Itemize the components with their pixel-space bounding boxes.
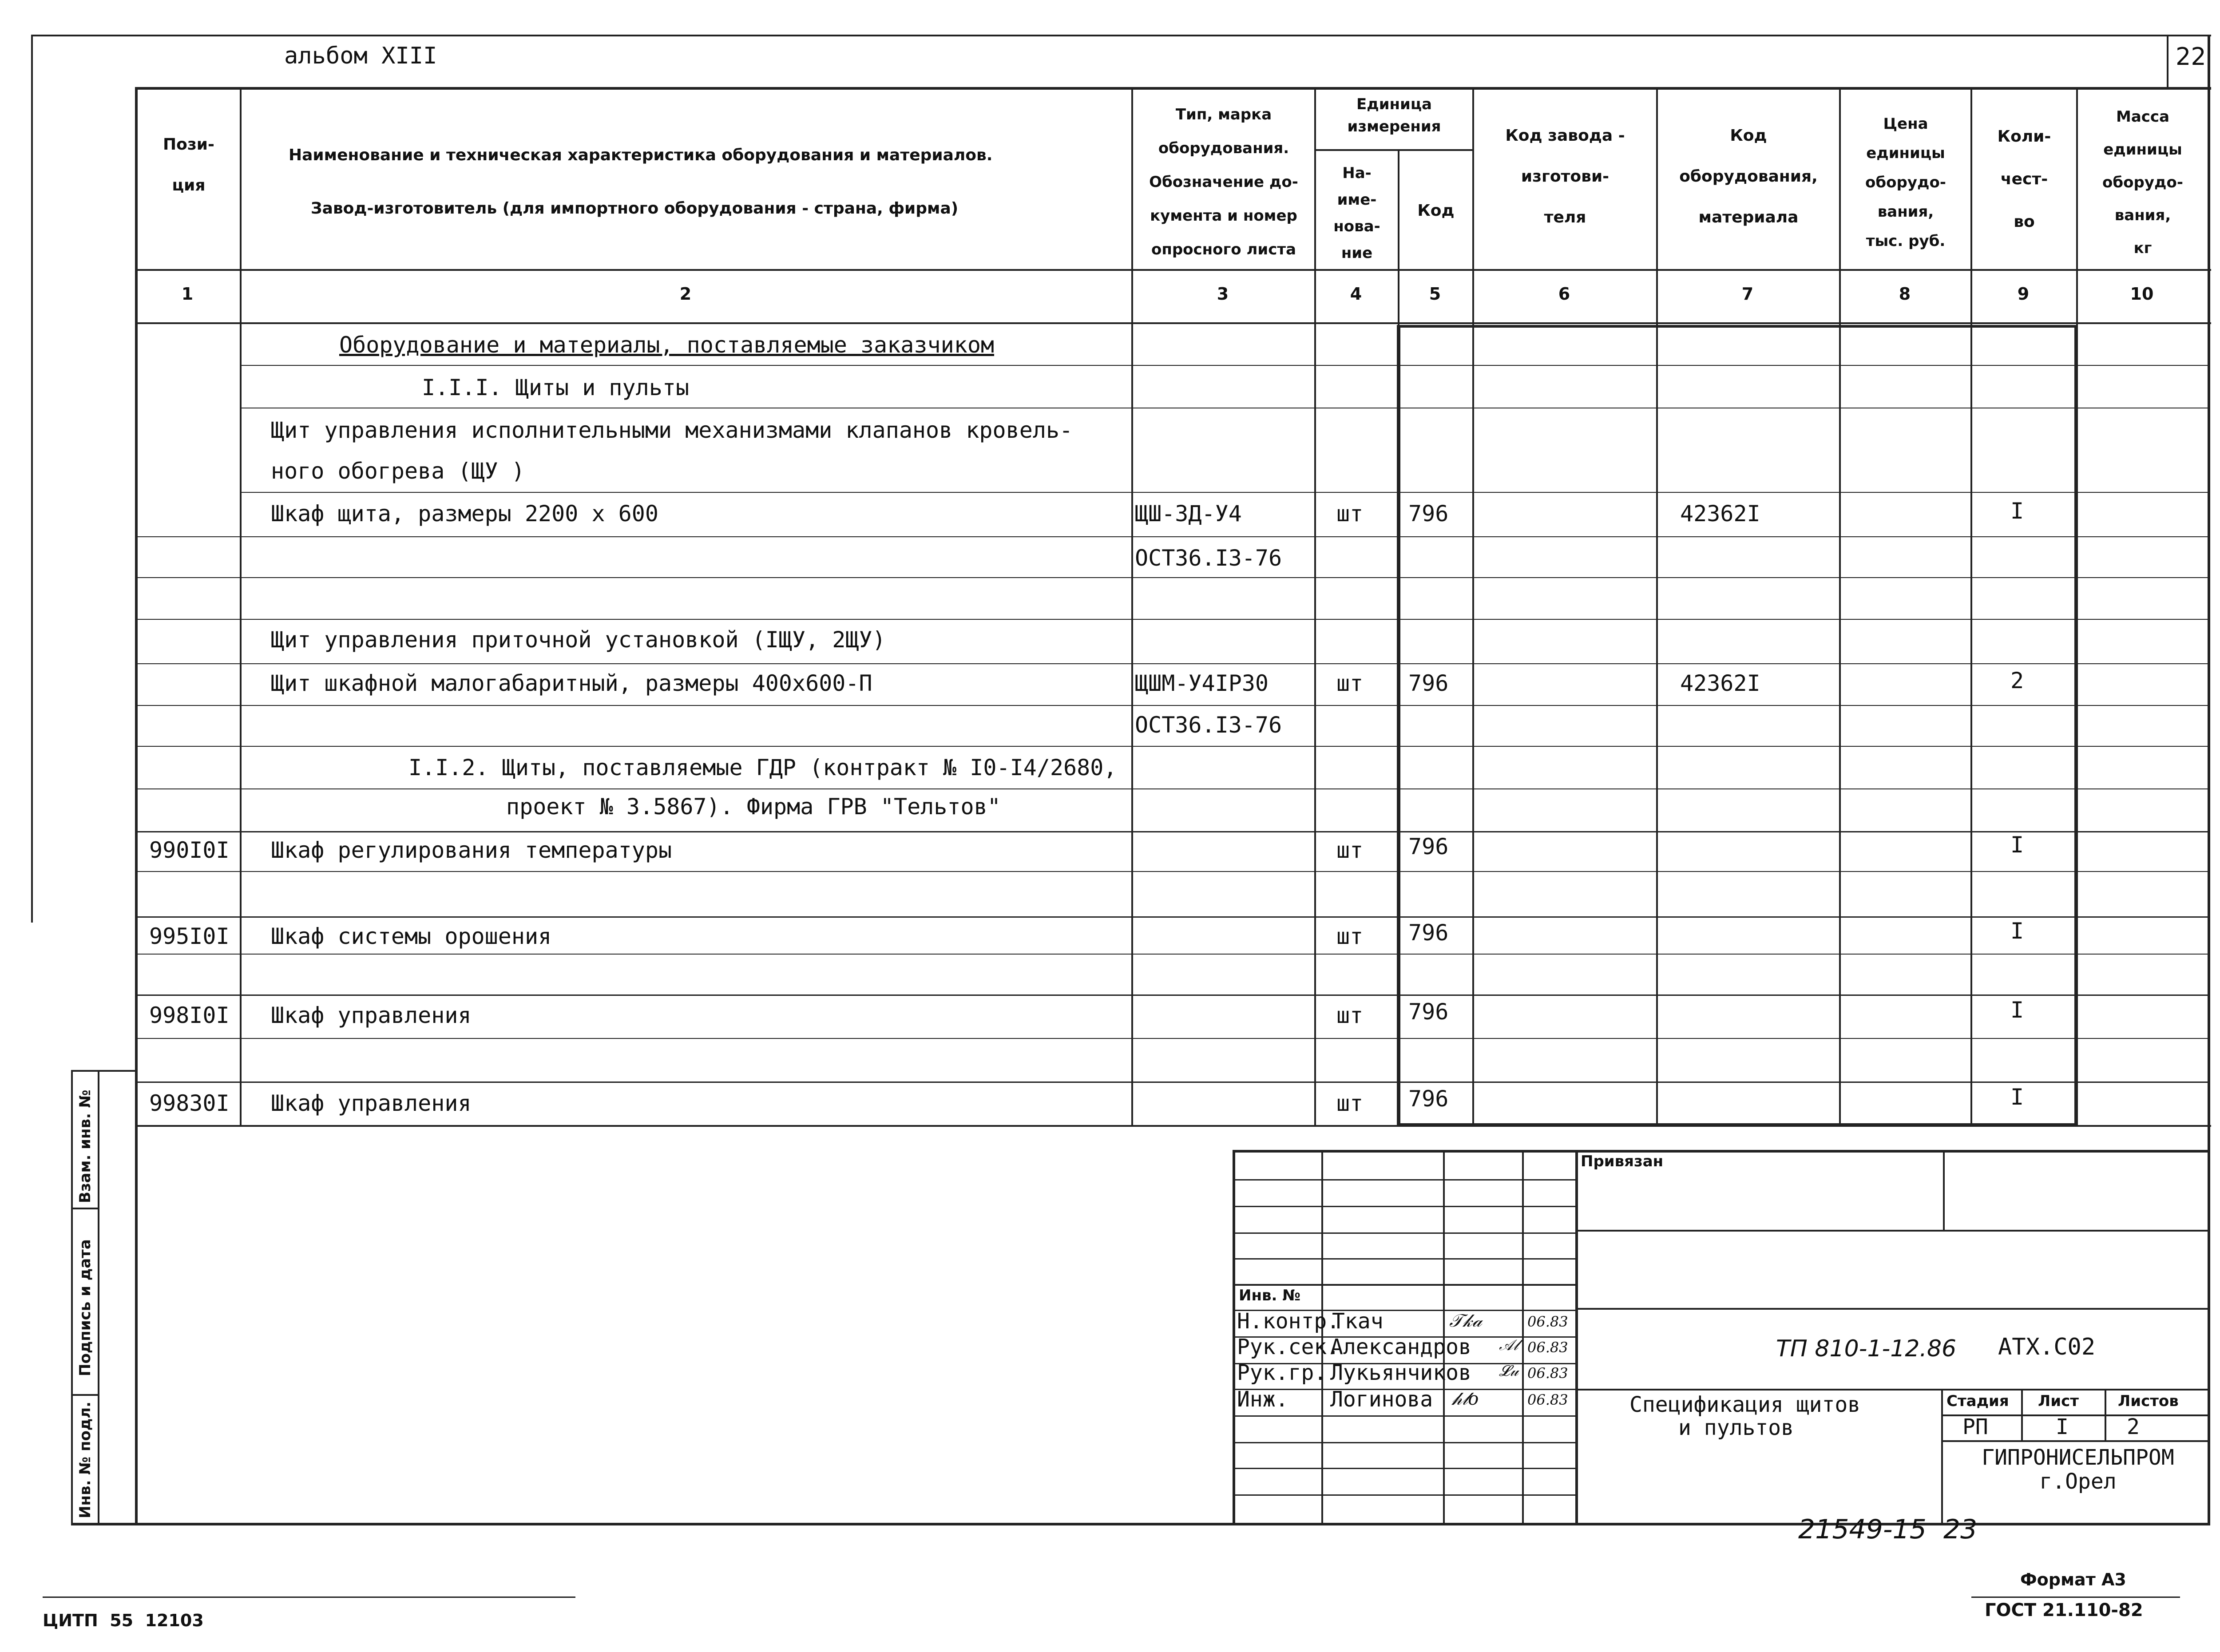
col-number: 2 <box>679 284 692 304</box>
signature: 𝒯𝓀𝒶 <box>1449 1311 1483 1331</box>
col-number: 3 <box>1217 284 1229 304</box>
col-number: 1 <box>181 284 194 304</box>
header-name: Наименование и техническая характеристика оборудования и материалов. Завод-изготовитель (для импортного оборудования - страна, фирма) <box>289 146 993 218</box>
side-label-original-inv: Инв. № подл. <box>76 1401 94 1518</box>
inventory-number-label: Инв. № <box>1239 1287 1301 1304</box>
person-name: Ткач <box>1332 1309 1384 1334</box>
page-number: 22 <box>2176 43 2206 71</box>
side-label-signature-date: Подпись и дата <box>76 1239 94 1376</box>
gost-label: ГОСТ 21.110-82 <box>1985 1600 2143 1620</box>
item-position: 990I0I <box>149 837 230 863</box>
item-type: ЩШМ-У4IР30 <box>1135 670 1269 696</box>
header-unit-name: На- име- нова- ние <box>1333 164 1380 262</box>
sheets-value: 2 <box>2127 1414 2140 1439</box>
item-name: Щит шкафной малогабаритный, размеры 400х600-П <box>271 670 872 696</box>
album-label: альбом XIII <box>284 43 437 69</box>
header-mass: Масса единицы оборудо- вания, кг <box>2102 108 2183 257</box>
item-quantity: 2 <box>2010 668 2024 693</box>
item-type: ОСТ36.I3-76 <box>1135 545 1282 571</box>
header-factory-code: Код завода - изготови- теля <box>1505 127 1625 226</box>
section-title: Оборудование и материалы, поставляемые заказчиком <box>339 332 995 358</box>
item-name: Шкаф управления <box>271 1002 472 1028</box>
item-unit: шт <box>1336 501 1364 527</box>
item-quantity: I <box>2010 498 2024 524</box>
person-name: Логинова <box>1330 1387 1433 1412</box>
item-quantity: I <box>2010 918 2024 944</box>
item-unit: шт <box>1336 1090 1364 1116</box>
role-section-head: Рук.сек. <box>1237 1335 1340 1359</box>
signature: 𝓛𝓊 <box>1499 1362 1518 1380</box>
signature: 𝒽𝓁𝑜 <box>1452 1389 1479 1409</box>
sheet-value: I <box>2056 1414 2069 1439</box>
item-unit: шт <box>1336 1002 1364 1028</box>
header-equipment-code: Код оборудования, материала <box>1679 127 1818 226</box>
col-number: 4 <box>1350 284 1362 304</box>
signature: 𝒜𝓁 <box>1499 1336 1518 1354</box>
item-unit-code: 796 <box>1408 999 1449 1025</box>
item-unit: шт <box>1336 670 1364 696</box>
item-name: Шкаф щита, размеры 2200 х 600 <box>271 501 658 527</box>
attached-label: Привязан <box>1581 1153 1664 1170</box>
item-quantity: I <box>2010 832 2024 858</box>
item-position: 998I0I <box>149 1002 230 1028</box>
bottom-rule <box>43 1597 575 1598</box>
item-name: Шкаф управления <box>271 1090 472 1116</box>
col-number: 6 <box>1558 284 1570 304</box>
subsection-title: I.I.I. Щиты и пульты <box>422 375 690 400</box>
stage-value: РП <box>1962 1414 1988 1439</box>
item-unit-code: 796 <box>1408 670 1449 696</box>
item-unit-code: 796 <box>1408 1086 1449 1112</box>
sign-date: 06.83 <box>1527 1313 1568 1330</box>
item-name: Щит управления приточной установкой (IЩУ, 2ЩУ) <box>271 627 886 653</box>
col-number: 9 <box>2017 284 2030 304</box>
item-quantity: I <box>2010 1084 2024 1110</box>
item-name: Шкаф системы орошения <box>271 923 552 949</box>
item-type: ОСТ36.I3-76 <box>1135 712 1282 738</box>
sign-date: 06.83 <box>1527 1391 1568 1408</box>
item-position: 99830I <box>149 1090 230 1116</box>
handwritten-archive-number: 21549-15 23 <box>1798 1514 1978 1545</box>
role-engineer: Инж. <box>1237 1387 1288 1412</box>
side-label-replace-inv: Взам. инв. № <box>76 1089 94 1203</box>
person-name: Александров <box>1330 1335 1471 1359</box>
document-title: Спецификация щитов и пультов <box>1629 1392 1861 1440</box>
header-unit-group: Единица измерения <box>1347 95 1441 135</box>
col-number: 5 <box>1429 284 1441 304</box>
item-equipment-code: 42362I <box>1680 501 1760 527</box>
subsection-title: I.I.2. Щиты, поставляемые ГДР (контракт № I0-I4/2680, <box>408 755 1117 780</box>
bottom-rule <box>1971 1597 2180 1598</box>
col-number: 10 <box>2130 284 2154 304</box>
item-name: Щит управления исполнительными механизмами клапанов кровель- <box>271 417 1073 443</box>
item-unit: шт <box>1336 837 1364 863</box>
header-price: Цена единицы оборудо- вания, тыс. руб. <box>1865 115 1946 250</box>
header-quantity: Коли- чест- во <box>1997 127 2051 231</box>
role-norm-control: Н.контр. <box>1237 1309 1340 1334</box>
col-number: 7 <box>1741 284 1754 304</box>
item-name: ного обогрева (ЩУ ) <box>271 458 525 484</box>
item-unit: шт <box>1336 923 1364 949</box>
item-equipment-code: 42362I <box>1680 670 1760 696</box>
header-type: Тип, марка оборудования. Обозначение до- кумента и номер опросного листа <box>1149 106 1298 258</box>
person-name: Лукьянчиков <box>1330 1360 1471 1385</box>
item-type: ЩШ-ЗД-У4 <box>1135 501 1242 527</box>
subsection-title: проект № 3.5867). Фирма ГРВ "Тельтов" <box>506 794 1001 820</box>
role-group-head: Рук.гр. <box>1237 1360 1327 1385</box>
item-name: Шкаф регулирования температуры <box>271 837 672 863</box>
citp-label: ЦИТП 55 12103 <box>43 1611 204 1630</box>
col-number: 8 <box>1899 284 1911 304</box>
item-position: 995I0I <box>149 923 230 949</box>
sheet-label: Лист <box>2038 1392 2079 1410</box>
organization: ГИПРОНИСЕЛЬПРОМ г.Орел <box>1982 1445 2174 1494</box>
item-unit-code: 796 <box>1408 920 1449 946</box>
header-position: Пози- ция <box>163 135 214 194</box>
sheets-label: Листов <box>2118 1392 2179 1410</box>
document-code: ТП 810-1-12.86 <box>1776 1335 1957 1362</box>
header-unit-code: Код <box>1417 202 1455 220</box>
sign-date: 06.83 <box>1527 1365 1568 1382</box>
item-unit-code: 796 <box>1408 834 1449 860</box>
format-label: Формат А3 <box>2020 1570 2126 1589</box>
item-unit-code: 796 <box>1408 501 1449 527</box>
document-suffix: АТХ.С02 <box>1998 1334 2096 1360</box>
stage-label: Стадия <box>1946 1392 2009 1410</box>
item-quantity: I <box>2010 997 2024 1023</box>
sign-date: 06.83 <box>1527 1339 1568 1356</box>
